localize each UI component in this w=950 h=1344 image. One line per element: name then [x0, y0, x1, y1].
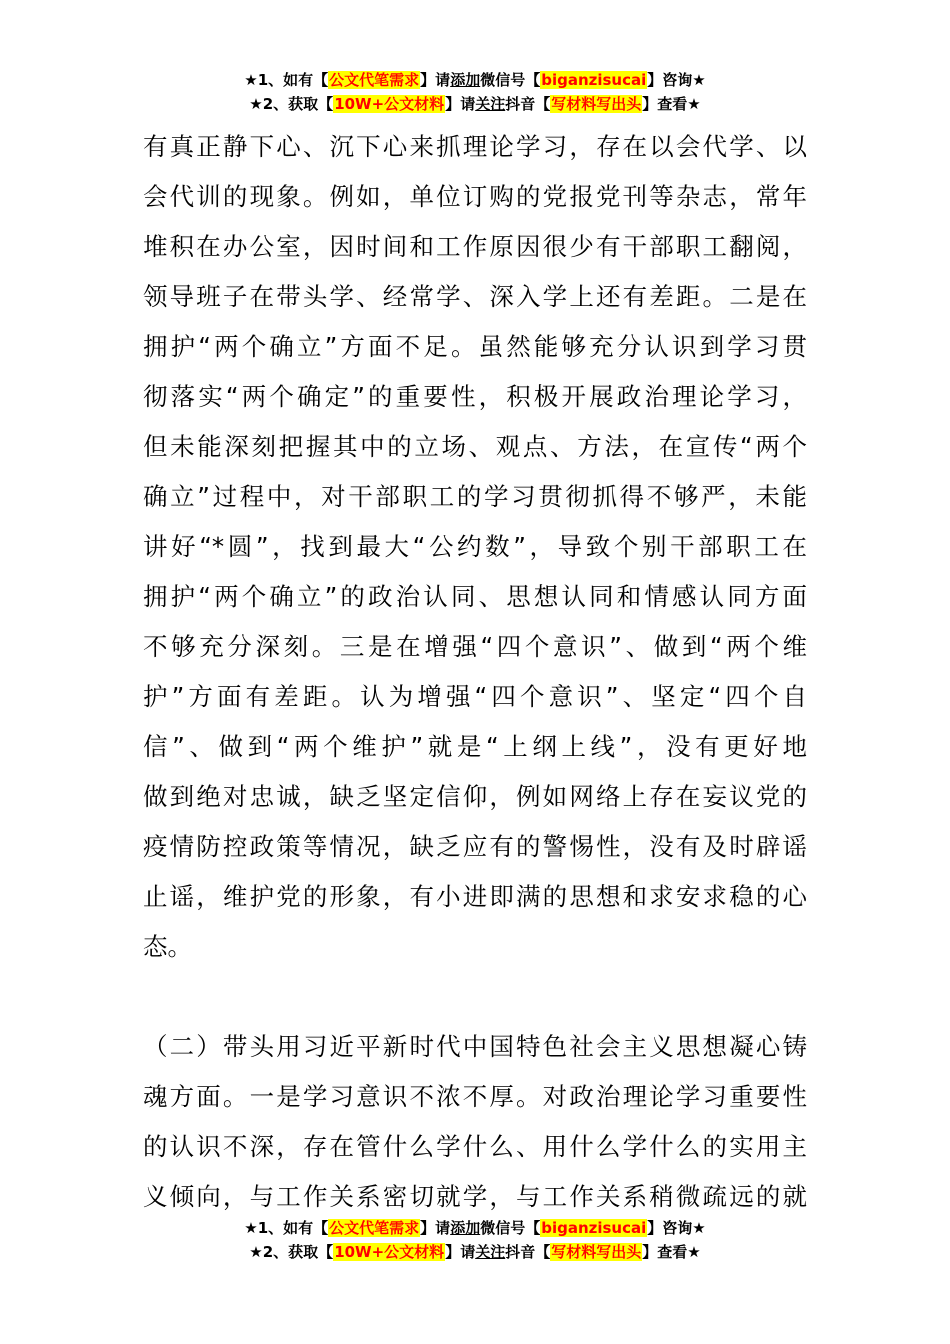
text-line: 领导班子在带头学、经常学、深入学上还有差距。二是在 — [143, 282, 807, 311]
text-line: 疫情防控政策等情况，缺乏应有的警惕性，没有及时辟谣 — [143, 832, 807, 861]
banner-line-2: ★2、获取【10W+公文材料】请关注抖音【写材料写出头】查看★ — [249, 95, 701, 113]
underline-add: 添加 — [450, 71, 481, 89]
document-body — [143, 122, 807, 1222]
text-line: 堆积在办公室，因时间和工作原因很少有干部职工翻阅， — [143, 232, 807, 261]
highlight-materials: 10W+公文材料 — [334, 95, 445, 113]
text-line: 信”、做到“两个维护”就是“上纲上线”，没有更好地 — [143, 732, 807, 761]
banner-line-1: ★1、如有【公文代笔需求】请添加微信号【biganzisucai】咨询★ — [244, 71, 706, 89]
text-line: 魂方面。一是学习意识不浓不厚。对政治理论学习重要性 — [143, 1082, 807, 1111]
underline-follow: 关注 — [475, 1243, 506, 1261]
text-line: 拥护“两个确立”方面不足。虽然能够充分认识到学习贯 — [143, 332, 807, 361]
text-line: 护”方面有差距。认为增强“四个意识”、坚定“四个自 — [143, 682, 807, 711]
highlight-wechat-id: biganzisucai — [541, 71, 647, 89]
header-banner — [0, 68, 950, 116]
highlight-service: 公文代笔需求 — [329, 71, 420, 89]
footer-banner — [0, 1216, 950, 1264]
highlight-douyin-id: 写材料写出头 — [551, 1243, 642, 1261]
banner-line-1: ★1、如有【公文代笔需求】请添加微信号【biganzisucai】咨询★ — [244, 1219, 706, 1237]
text-line: 拥护“两个确立”的政治认同、思想认同和情感认同方面 — [143, 582, 807, 611]
text-line: 的认识不深，存在管什么学什么、用什么学什么的实用主 — [143, 1132, 807, 1161]
text-line: 做到绝对忠诚，缺乏坚定信仰，例如网络上存在妄议党的 — [143, 782, 807, 811]
banner-line-2: ★2、获取【10W+公文材料】请关注抖音【写材料写出头】查看★ — [249, 1243, 701, 1261]
highlight-service: 公文代笔需求 — [329, 1219, 420, 1237]
text-line: 讲好“*圆”，找到最大“公约数”，导致个别干部职工在 — [143, 532, 807, 561]
highlight-wechat-id: biganzisucai — [541, 1219, 647, 1237]
text-line: 态。 — [143, 932, 192, 961]
text-line: 但未能深刻把握其中的立场、观点、方法，在宣传“两个 — [143, 432, 807, 461]
text-line: 不够充分深刻。三是在增强“四个意识”、做到“两个维 — [143, 632, 807, 661]
text-line: 彻落实“两个确定”的重要性，积极开展政治理论学习， — [143, 382, 807, 411]
paragraph-1 — [143, 122, 807, 972]
paragraph-2 — [143, 1022, 807, 1222]
text-line: 止谣，维护党的形象，有小进即满的思想和求安求稳的心 — [143, 882, 807, 911]
underline-follow: 关注 — [475, 95, 506, 113]
highlight-douyin-id: 写材料写出头 — [551, 95, 642, 113]
text-line: 确立”过程中，对干部职工的学习贯彻抓得不够严，未能 — [143, 482, 807, 511]
text-line: 义倾向，与工作关系密切就学，与工作关系稍微疏远的就 — [143, 1182, 807, 1211]
text-line: 有真正静下心、沉下心来抓理论学习，存在以会代学、以 — [143, 132, 807, 161]
highlight-materials: 10W+公文材料 — [334, 1243, 445, 1261]
underline-add: 添加 — [450, 1219, 481, 1237]
text-line: （二）带头用习近平新时代中国特色社会主义思想凝心铸 — [143, 1032, 807, 1061]
text-line: 会代训的现象。例如，单位订购的党报党刊等杂志，常年 — [143, 182, 807, 211]
